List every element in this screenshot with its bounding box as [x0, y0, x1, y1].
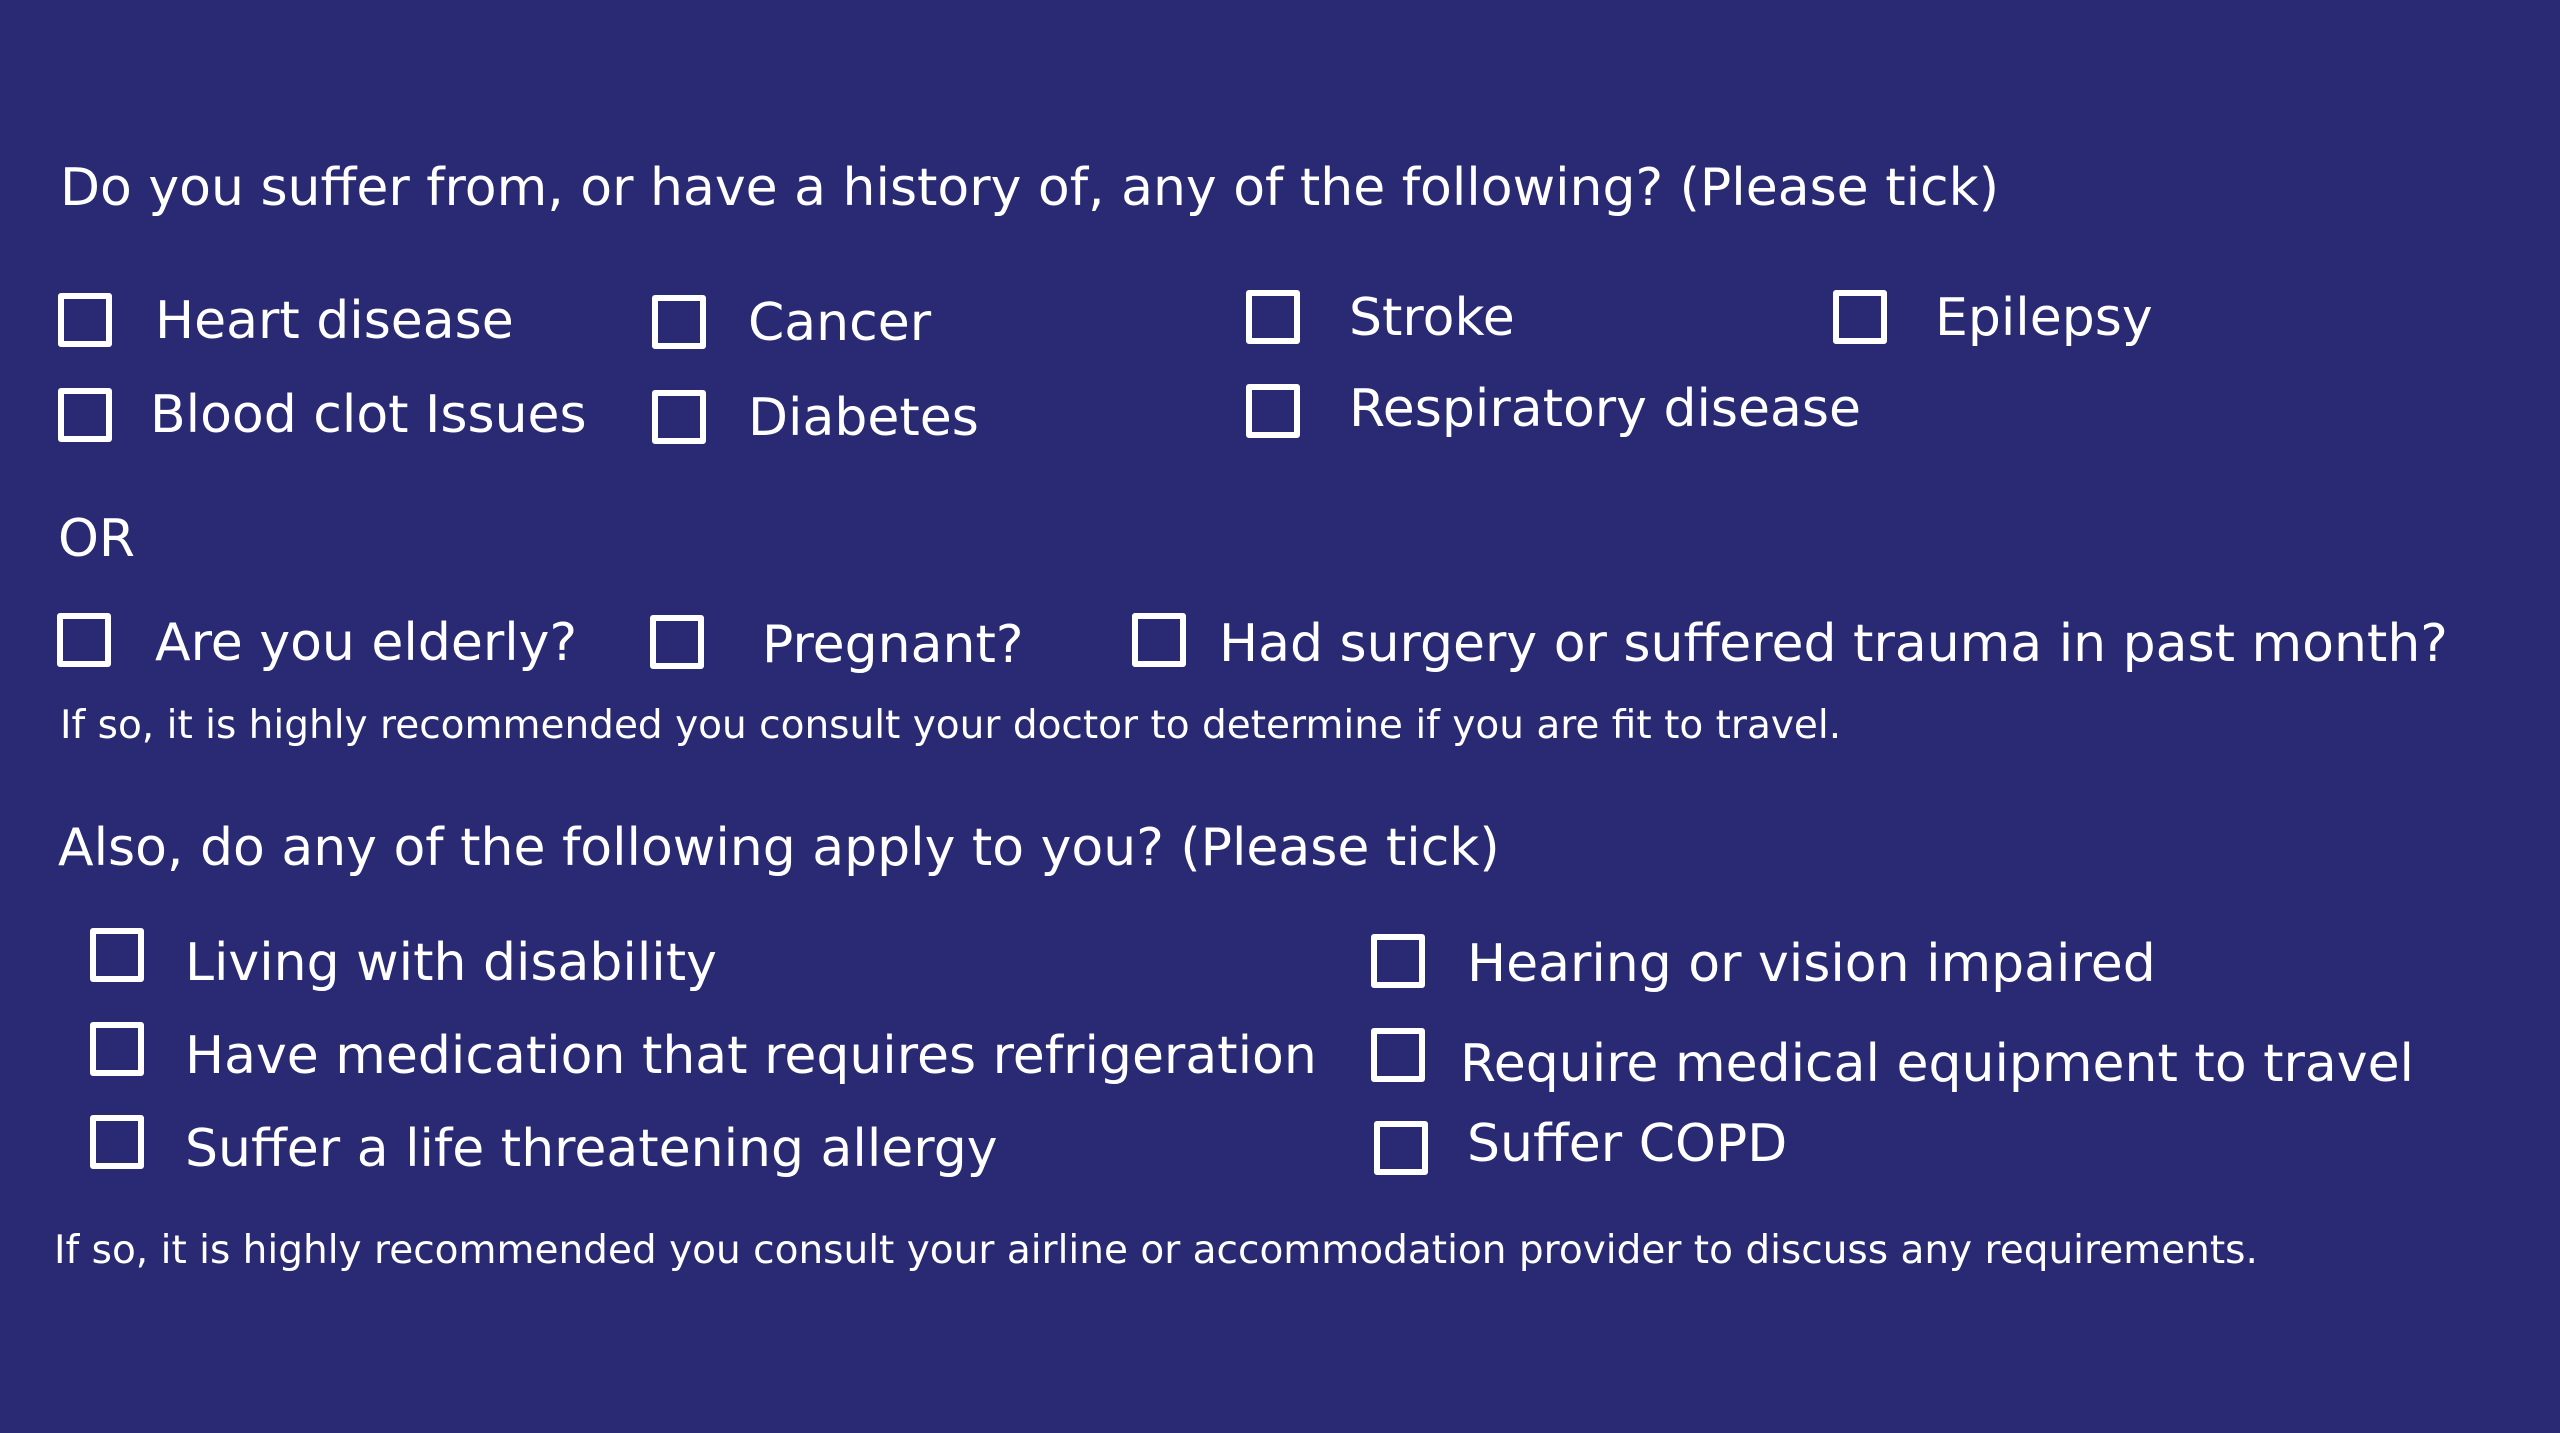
- option-label-stroke: Stroke: [1349, 288, 1515, 348]
- history-question-heading: Do you suffer from, or have a history of, any of the following? (Please tick): [60, 158, 2000, 218]
- checkbox-respiratory-disease[interactable]: [1246, 384, 1300, 438]
- checkbox-medical-equipment[interactable]: [1371, 1028, 1425, 1082]
- option-label-respiratory-disease: Respiratory disease: [1349, 379, 1861, 439]
- apply-question-heading: Also, do any of the following apply to you? (Please tick): [58, 818, 1500, 878]
- option-label-elderly: Are you elderly?: [155, 613, 578, 673]
- option-label-diabetes: Diabetes: [748, 388, 979, 448]
- checkbox-stroke[interactable]: [1246, 290, 1300, 344]
- checkbox-heart-disease[interactable]: [58, 293, 112, 347]
- checkbox-medication-refrigeration[interactable]: [90, 1022, 144, 1076]
- checkbox-copd[interactable]: [1374, 1121, 1428, 1175]
- checkbox-living-with-disability[interactable]: [90, 928, 144, 982]
- option-label-life-threatening-allergy: Suffer a life threatening allergy: [185, 1119, 998, 1179]
- option-label-medication-refrigeration: Have medication that requires refrigeration: [185, 1026, 1317, 1086]
- checkbox-diabetes[interactable]: [652, 390, 706, 444]
- option-label-heart-disease: Heart disease: [155, 291, 514, 351]
- checkbox-surgery-or-trauma[interactable]: [1132, 613, 1186, 667]
- doctor-consult-note: If so, it is highly recommended you consult your doctor to determine if you are fit to travel.: [60, 703, 1842, 748]
- checkbox-elderly[interactable]: [57, 613, 111, 667]
- option-label-copd: Suffer COPD: [1467, 1114, 1788, 1174]
- option-label-epilepsy: Epilepsy: [1935, 288, 2153, 348]
- checkbox-life-threatening-allergy[interactable]: [90, 1115, 144, 1169]
- option-label-blood-clot-issues: Blood clot Issues: [150, 385, 587, 445]
- checkbox-epilepsy[interactable]: [1833, 290, 1887, 344]
- option-label-hearing-vision-impaired: Hearing or vision impaired: [1467, 934, 2156, 994]
- option-label-surgery-or-trauma: Had surgery or suffered trauma in past month?: [1219, 614, 2448, 674]
- option-label-living-with-disability: Living with disability: [185, 933, 717, 993]
- airline-consult-note: If so, it is highly recommended you consult your airline or accommodation provider to discuss any requirements.: [54, 1228, 2258, 1273]
- option-label-medical-equipment: Require medical equipment to travel: [1460, 1034, 2415, 1094]
- checkbox-pregnant[interactable]: [650, 615, 704, 669]
- option-label-pregnant: Pregnant?: [762, 615, 1024, 675]
- option-label-cancer: Cancer: [748, 293, 932, 353]
- checkbox-blood-clot-issues[interactable]: [58, 388, 112, 442]
- checkbox-hearing-vision-impaired[interactable]: [1371, 934, 1425, 988]
- or-label: OR: [58, 509, 136, 569]
- checkbox-cancer[interactable]: [652, 295, 706, 349]
